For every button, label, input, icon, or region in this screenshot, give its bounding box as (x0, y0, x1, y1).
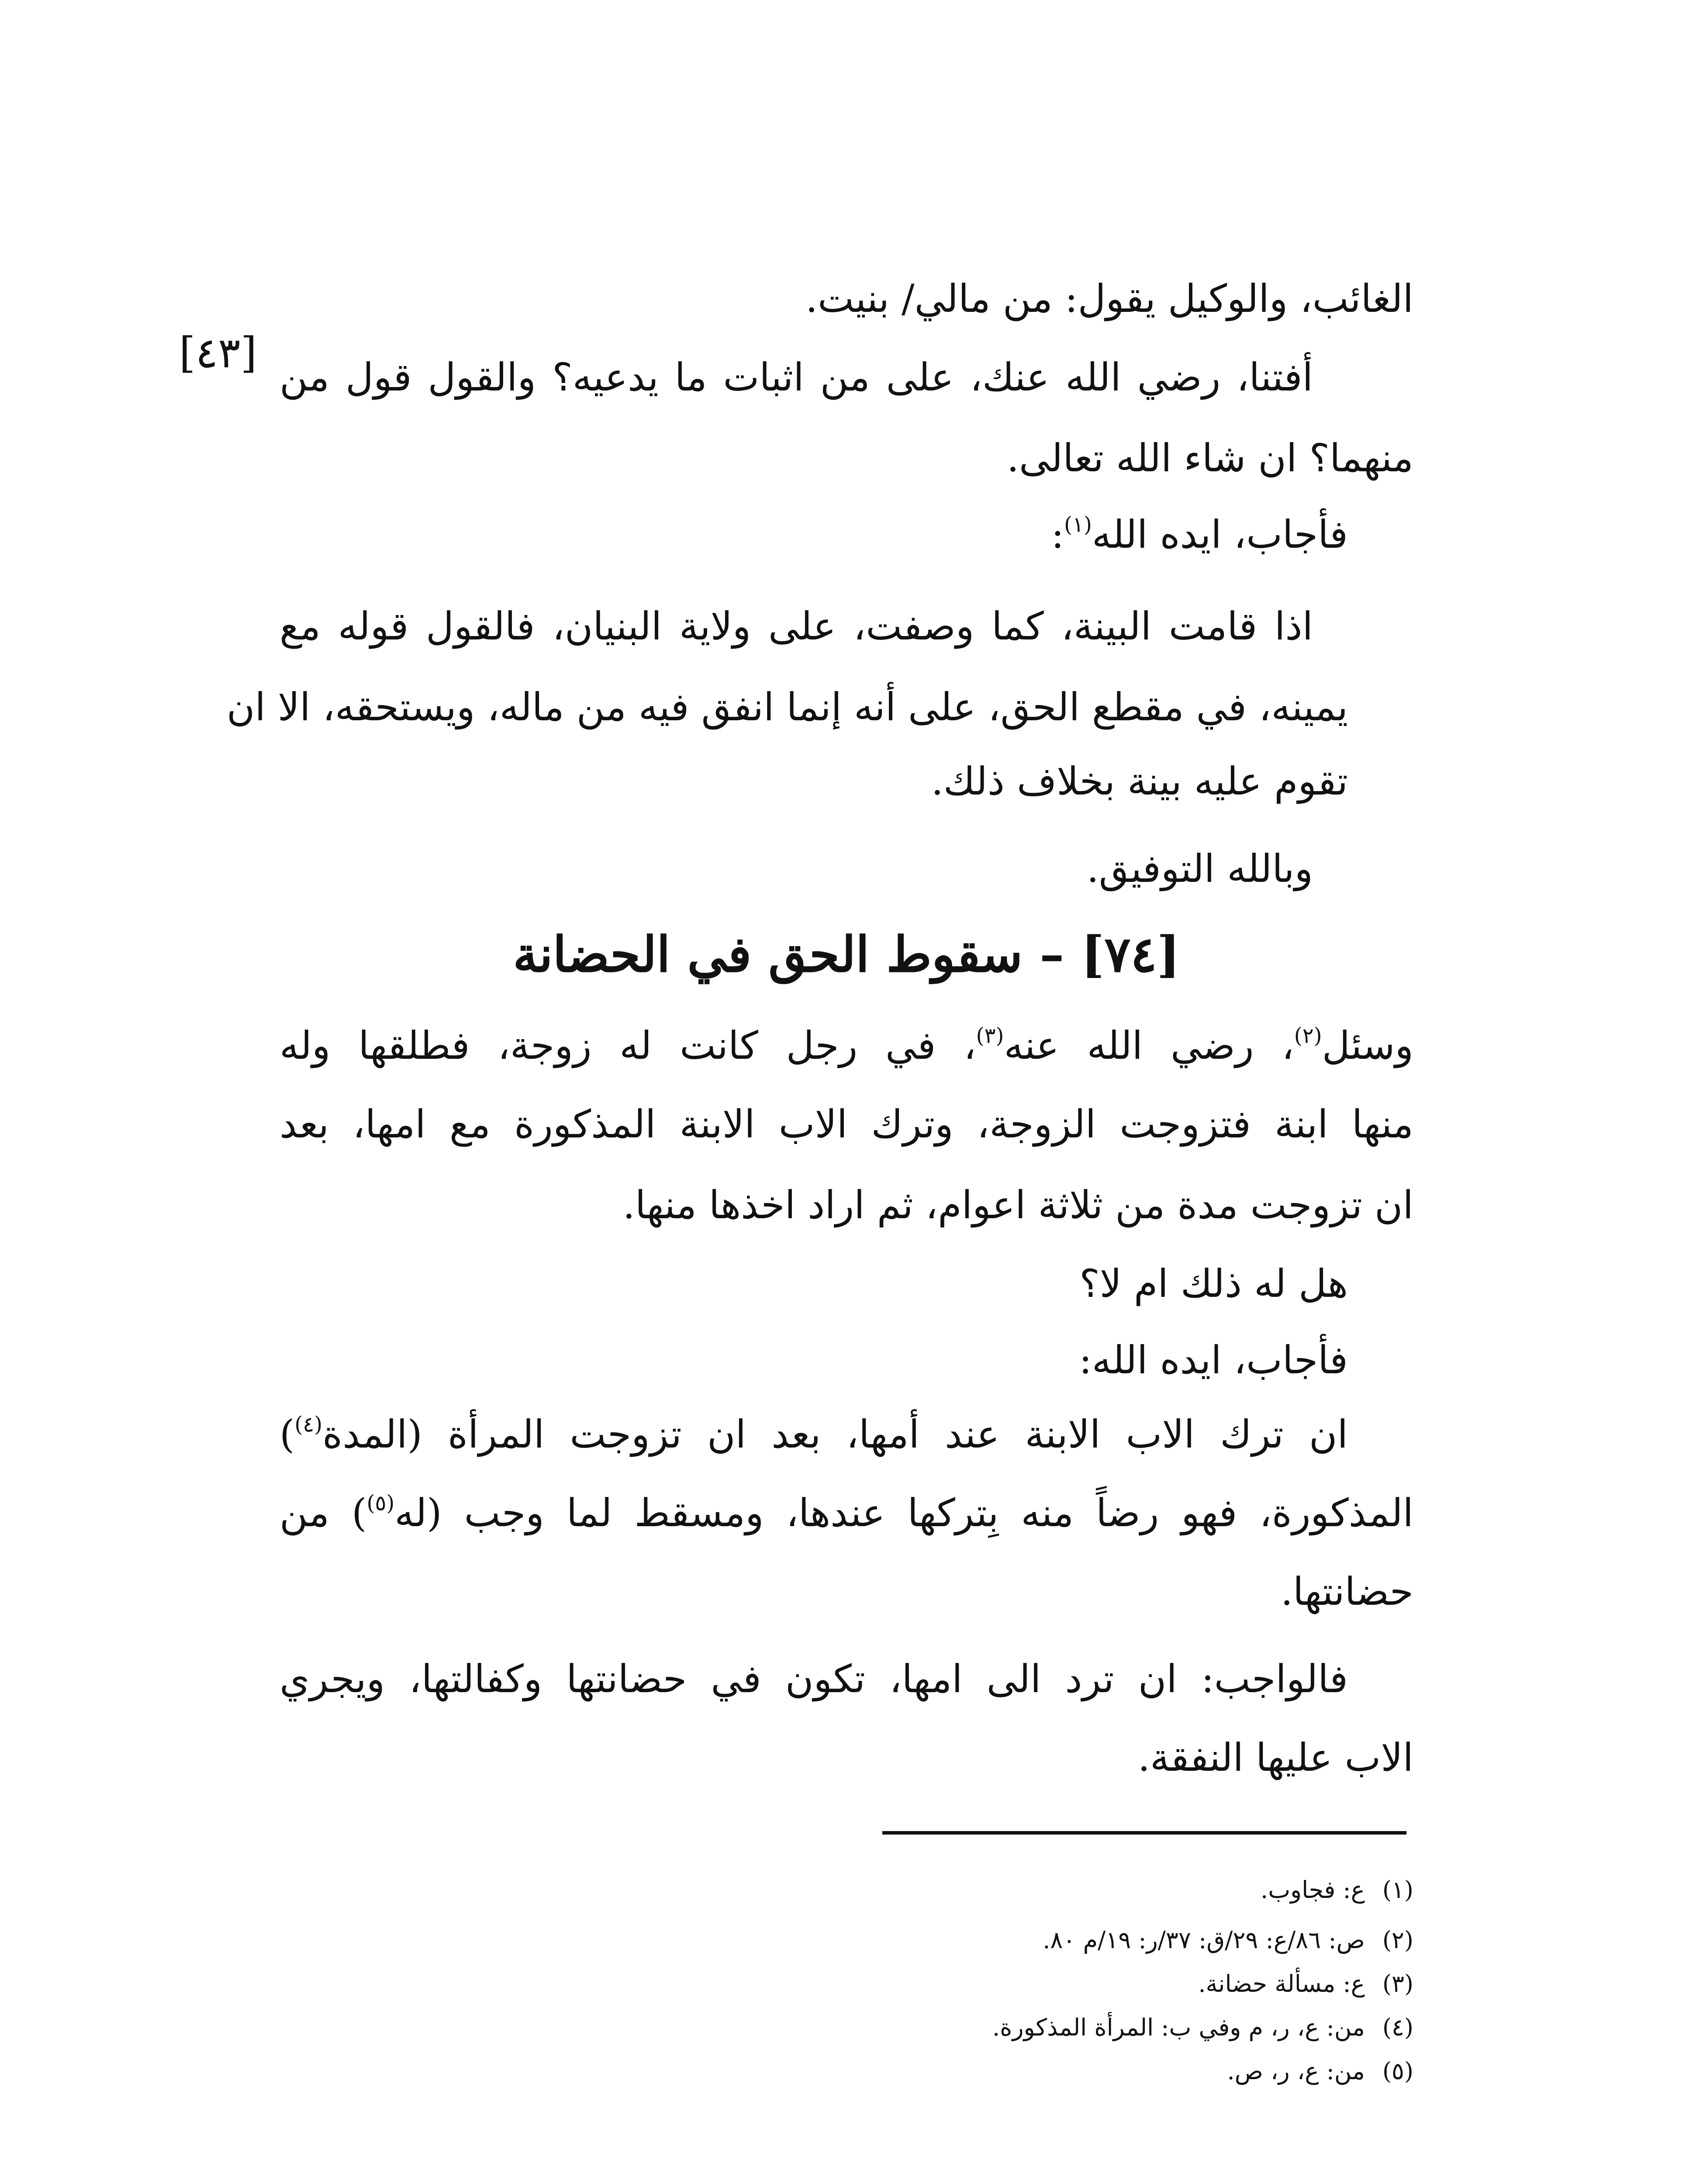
body-answer-line-3: حضانتها. (1281, 1569, 1413, 1614)
footnote-separator (882, 1831, 1406, 1835)
section-heading (0, 926, 1693, 983)
body-question-line-1: وسئل$^{(٢)}$، رضي الله عنه$^{(٣)}$، في رجل كانت له زوجة، فطلقها وله (280, 1023, 1413, 1068)
section-title: سقوط الحق في الحضانة (513, 926, 1023, 983)
footnote-3: (٣)ع: مسألة حضانة. (1198, 1970, 1413, 1997)
margin-page-marker: [٤٣] (179, 328, 257, 377)
footnote-4: (٤)من: ع، ر، م وفي ب: المرأة المذكورة. (992, 2014, 1413, 2041)
question-line-2: منهما؟ ان شاء الله تعالى. (1006, 435, 1413, 480)
closing-formula: وبالله التوفيق. (1086, 846, 1313, 891)
section-number: [٧٤] (1081, 926, 1180, 983)
answer-para-line-2: يمينه، في مقطع الحق، على أنه إنما انفق فيه من ماله، ويستحقه، الا ان (226, 684, 1348, 729)
body-answer-line-1: ان ترك الاب الابنة عند أمها، بعد ان تزوجت المرأة (المدة$^{(٤)}$) (280, 1412, 1348, 1457)
body-question-line-2: منها ابنة فتزوجت الزوجة، وترك الاب الابنة المذكورة مع امها، بعد (280, 1102, 1413, 1147)
continuation-line (805, 276, 1413, 321)
footnote-1: (١)ع: فجاوب. (1261, 1876, 1413, 1904)
body-answer-line-2: المذكورة، فهو رضاً منه بِتركها عندها، ومسقط لما وجب (له$^{(٥)}$) من (280, 1490, 1413, 1535)
section-dash: – (1040, 926, 1064, 983)
body-question-line-4: هل له ذلك ام لا؟ (1079, 1261, 1348, 1306)
conclusion-line-1: فالواجب: ان ترد الى امها، تكون في حضانتها وكفالتها، ويجري (280, 1656, 1348, 1701)
answer-para-line-1: اذا قامت البينة، كما وصفت، على ولاية البنيان، فالقول قوله مع (280, 604, 1313, 649)
answer-para-line-3: تقوم عليه بينة بخلاف ذلك. (931, 759, 1348, 804)
body-question-line-3: ان تزوجت مدة من ثلاثة اعوام، ثم اراد اخذها منها. (622, 1182, 1413, 1227)
answer-intro: فأجاب، ايده الله$^{(١)}$: (1051, 512, 1348, 557)
footnote-ref-1: (١) (1064, 512, 1092, 537)
footnote-ref-5: (٥) (366, 1491, 395, 1516)
question-line-1: أفتنا، رضي الله عنك، على من اثبات ما يدعيه؟ والقول قول من (280, 355, 1313, 400)
footnote-2: (٢)ص: ٨٦/ع: ٢٩/ق: ٣٧/ر: ١٩/م ٨٠. (1043, 1926, 1413, 1954)
continuation-text: الغائب، والوكيل يقول: من مالي/ بنيت. (805, 276, 1413, 321)
footnote-ref-2: (٢) (1294, 1023, 1322, 1048)
body-answer-intro: فأجاب، ايده الله: (1079, 1337, 1348, 1382)
footnote-5: (٥)من: ع، ر، ص. (1227, 2057, 1413, 2085)
footnote-ref-4: (٤) (294, 1412, 323, 1437)
footnote-ref-3: (٣) (976, 1023, 1004, 1048)
conclusion-line-2: الاب عليها النفقة. (1138, 1735, 1413, 1780)
